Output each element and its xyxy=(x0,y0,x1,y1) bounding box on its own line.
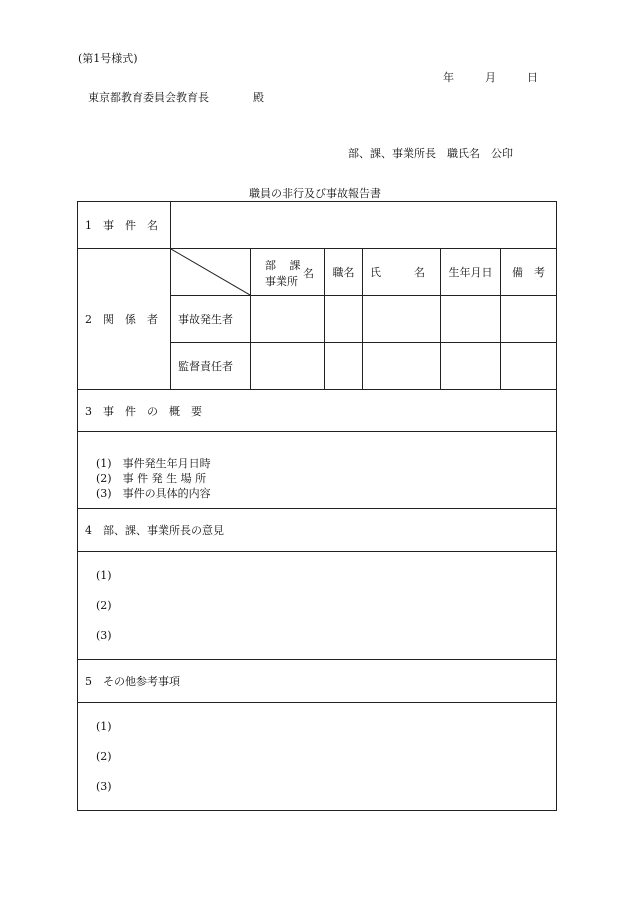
form-number: (第1号様式) xyxy=(78,52,138,65)
document-title: 職員の非行及び事故報告書 xyxy=(249,187,381,200)
date-month: 月 xyxy=(485,71,496,84)
section4-content[interactable] xyxy=(78,552,557,660)
department-header-name: 名 xyxy=(303,267,314,280)
diagonal-header-cell xyxy=(171,249,251,296)
sender-line: 部、課、事業所長 職氏名 公印 xyxy=(348,147,513,160)
section4-item-3: (3) xyxy=(96,629,112,642)
honorific: 殿 xyxy=(253,91,264,104)
supervisor-department-field[interactable] xyxy=(251,343,325,390)
full-name-header: 氏 名 xyxy=(363,249,441,296)
section3-item-3: (3) 事件の具体的内容 xyxy=(96,486,211,500)
incident-name-field[interactable] xyxy=(171,202,557,249)
section3-content[interactable] xyxy=(78,432,557,509)
section5-label: 5 その他参考事項 xyxy=(78,660,557,703)
section4-item-1: (1) xyxy=(96,569,112,582)
section3-label: 3 事 件 の 概 要 xyxy=(78,390,557,432)
date-year: 年 xyxy=(443,71,454,84)
addressee: 東京都教育委員会教育長 xyxy=(88,91,209,104)
supervisor-birthdate-field[interactable] xyxy=(441,343,501,390)
offender-name-field[interactable] xyxy=(363,296,441,343)
department-header-line2: 事業所 xyxy=(265,275,298,288)
incident-name-label: 1 事 件 名 xyxy=(78,202,171,249)
section5-item-1: (1) xyxy=(96,720,112,733)
offender-department-field[interactable] xyxy=(251,296,325,343)
offender-remarks-field[interactable] xyxy=(501,296,557,343)
section4-item-2: (2) xyxy=(96,599,112,612)
section3-item-1: (1) 事件発生年月日時 xyxy=(96,456,211,470)
job-title-header: 職名 xyxy=(325,249,363,296)
birthdate-header: 生年月日 xyxy=(441,249,501,296)
section3-item-2: (2) 事 件 発 生 場 所 xyxy=(96,471,207,485)
offender-birthdate-field[interactable] xyxy=(441,296,501,343)
row-label-offender: 事故発生者 xyxy=(171,296,251,343)
remarks-header: 備 考 xyxy=(501,249,557,296)
department-header xyxy=(251,249,325,296)
section4-label: 4 部、課、事業所長の意見 xyxy=(78,509,557,552)
department-header-line1: 部 課 xyxy=(265,259,306,272)
supervisor-remarks-field[interactable] xyxy=(501,343,557,390)
section5-item-2: (2) xyxy=(96,750,112,763)
date-day: 日 xyxy=(527,71,538,84)
supervisor-job-title-field[interactable] xyxy=(325,343,363,390)
addressee-line xyxy=(88,92,264,103)
section5-content[interactable] xyxy=(78,703,557,811)
section5-item-3: (3) xyxy=(96,780,112,793)
supervisor-name-field[interactable] xyxy=(363,343,441,390)
row-label-supervisor: 監督責任者 xyxy=(171,343,251,390)
diagonal-line xyxy=(171,249,250,295)
persons-involved-label: 2 関 係 者 xyxy=(78,249,171,390)
offender-job-title-field[interactable] xyxy=(325,296,363,343)
date-line xyxy=(443,72,538,83)
report-form-table xyxy=(77,201,557,811)
